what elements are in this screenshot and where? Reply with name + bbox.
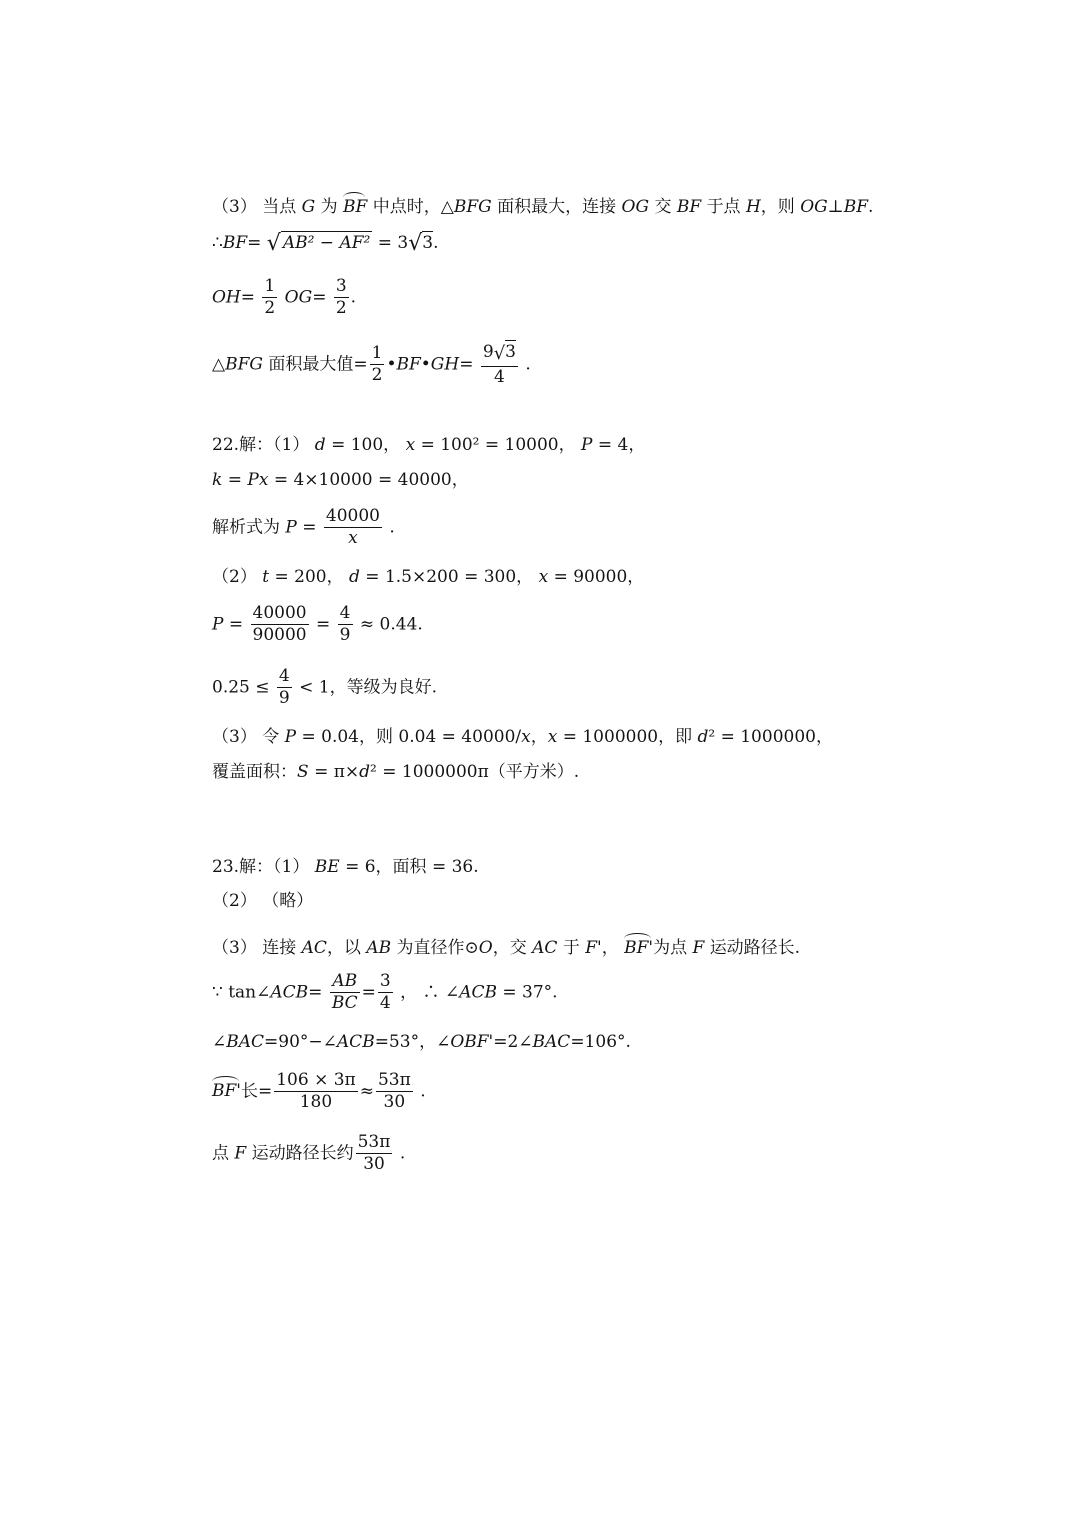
q22-line1 bbox=[212, 437, 645, 454]
fraction bbox=[370, 343, 385, 387]
var-ac: AC bbox=[532, 938, 558, 958]
denominator: 2 bbox=[371, 365, 383, 386]
q23-line6 bbox=[212, 1070, 426, 1114]
fraction bbox=[356, 1132, 393, 1176]
text: 解析式为 bbox=[212, 517, 280, 538]
radicand: 3 bbox=[422, 233, 434, 253]
var-acb: ACB bbox=[270, 982, 309, 1003]
sqrt-3: √3 bbox=[493, 342, 516, 364]
text: 覆盖面积： bbox=[212, 762, 297, 782]
text: . bbox=[433, 233, 439, 253]
text: = bbox=[316, 614, 331, 635]
text: 运动路径长约 bbox=[251, 1143, 354, 1164]
var-x: x bbox=[405, 435, 416, 455]
text: 为 bbox=[320, 197, 338, 217]
part-number: （3） 连接 bbox=[212, 938, 297, 958]
therefore-symbol: ， ∴ ∠ bbox=[400, 982, 460, 1003]
q23-line1 bbox=[212, 859, 479, 876]
text: = 0.04，则 0.04 = 40000/ bbox=[301, 727, 522, 747]
var-be: BE bbox=[314, 857, 340, 877]
text: ， bbox=[601, 938, 619, 958]
var-og: OG bbox=[284, 287, 313, 308]
text: 0.25 ≤ bbox=[212, 677, 270, 698]
var-bac: BAC bbox=[226, 1032, 265, 1052]
numerator: 1 bbox=[262, 276, 277, 298]
denominator: 2 bbox=[335, 298, 347, 319]
text: ≈ bbox=[359, 1081, 374, 1102]
text: =2∠ bbox=[493, 1032, 533, 1052]
var-obf-prime: OBF' bbox=[450, 1032, 494, 1052]
text: = 1000000，即 bbox=[562, 727, 693, 747]
text: . bbox=[420, 1081, 426, 1102]
numerator: 3 bbox=[334, 276, 349, 298]
because-symbol: ∵ tan∠ bbox=[212, 982, 271, 1003]
var-f-prime: F' bbox=[585, 938, 602, 958]
sqrt-expression: √ AB² − AF² bbox=[266, 231, 371, 256]
var-x: x bbox=[538, 567, 549, 587]
var-x: x bbox=[547, 727, 558, 747]
var-bf: BF bbox=[843, 197, 869, 217]
numerator: 1 bbox=[370, 343, 385, 365]
text: 交 bbox=[654, 197, 672, 217]
text: 为点 bbox=[653, 938, 688, 958]
var-g: G bbox=[301, 197, 316, 217]
arc-bf-prime: BF' bbox=[624, 934, 653, 957]
var-o: O bbox=[478, 938, 493, 958]
text: =106°. bbox=[570, 1032, 631, 1052]
var-acb: ACB bbox=[459, 982, 497, 1003]
text: = bbox=[240, 287, 256, 308]
text: 面积最大值= bbox=[268, 354, 368, 375]
text: = bbox=[302, 517, 317, 538]
var-bf: BF bbox=[222, 233, 248, 253]
fraction bbox=[274, 1070, 358, 1114]
numerator: 40000 bbox=[251, 603, 309, 625]
text: 面积最大，连接 bbox=[497, 197, 617, 217]
numerator: 4 bbox=[277, 666, 292, 688]
text: = bbox=[312, 287, 327, 308]
var-p: P bbox=[284, 727, 297, 747]
var-bfg: BFG bbox=[453, 197, 492, 217]
q22-line2 bbox=[212, 472, 469, 489]
q21-part3-line1 bbox=[212, 193, 873, 216]
fraction bbox=[481, 342, 518, 388]
denominator: x bbox=[348, 528, 358, 549]
text: 于点 bbox=[706, 197, 741, 217]
radicand: AB² − AF² bbox=[282, 233, 371, 253]
arc-bf-prime: BF' bbox=[212, 1077, 241, 1100]
q23-line5 bbox=[212, 1034, 631, 1051]
denominator: 30 bbox=[383, 1092, 406, 1113]
text: ， bbox=[530, 727, 548, 747]
fraction bbox=[324, 506, 382, 550]
text: 长= bbox=[240, 1081, 273, 1102]
text: ，则 bbox=[760, 197, 795, 217]
text: = bbox=[308, 982, 323, 1003]
fraction bbox=[378, 971, 393, 1015]
var-px: Px bbox=[247, 470, 269, 490]
text: ∠ bbox=[212, 1032, 227, 1052]
text: < 1，等级为良好. bbox=[299, 677, 438, 698]
text: = 100， bbox=[331, 435, 401, 455]
part-number: （2） bbox=[212, 567, 257, 587]
numerator: 53π bbox=[356, 1132, 393, 1154]
numerator: 53π bbox=[376, 1070, 413, 1092]
var-p: P bbox=[212, 614, 224, 635]
q22-line4 bbox=[212, 569, 644, 586]
text: 3 bbox=[397, 233, 409, 253]
text: . bbox=[525, 354, 531, 375]
var-ab: AB bbox=[366, 938, 392, 958]
text: . bbox=[868, 197, 874, 217]
perp-symbol: ⊥ bbox=[827, 197, 844, 217]
text: = 90000， bbox=[553, 567, 645, 587]
denominator: 9 bbox=[339, 625, 351, 646]
var-og: OG bbox=[800, 197, 828, 217]
part-number: （3） 令 bbox=[212, 727, 280, 747]
var-gh: GH bbox=[430, 354, 460, 375]
numerator: AB bbox=[330, 971, 360, 993]
text: 运动路径长. bbox=[709, 938, 801, 958]
var-d: d bbox=[359, 762, 371, 782]
var-p: P bbox=[581, 435, 593, 455]
q23-line2 bbox=[212, 893, 313, 910]
var-bac: BAC bbox=[532, 1032, 571, 1052]
fraction bbox=[376, 1070, 413, 1114]
var-x: x bbox=[521, 727, 531, 747]
text: 9 bbox=[482, 342, 494, 362]
text: = 4， bbox=[597, 435, 646, 455]
var-d: d bbox=[314, 435, 326, 455]
numerator: 106 × 3π bbox=[274, 1070, 358, 1092]
denominator: BC bbox=[331, 993, 358, 1014]
q23-line3 bbox=[212, 934, 800, 957]
var-oh: OH bbox=[212, 287, 241, 308]
sqrt-3: √3 bbox=[408, 231, 434, 256]
text: ，以 bbox=[326, 938, 361, 958]
denominator: 9 bbox=[278, 688, 290, 709]
fraction bbox=[334, 276, 349, 320]
triangle-symbol: △ bbox=[212, 354, 226, 375]
var-p: P bbox=[285, 517, 297, 538]
denominator: 180 bbox=[299, 1092, 333, 1113]
q22-line3 bbox=[212, 506, 395, 550]
numerator: 3 bbox=[378, 971, 393, 993]
fraction bbox=[251, 603, 309, 647]
var-d: d bbox=[697, 727, 709, 747]
text: = bbox=[361, 982, 376, 1003]
text: = bbox=[228, 614, 244, 635]
text: = bbox=[377, 233, 392, 253]
radicand: 3 bbox=[505, 342, 516, 362]
denominator: 2 bbox=[264, 298, 276, 319]
text: （3） 当点 bbox=[212, 197, 297, 217]
text: = bbox=[459, 354, 474, 375]
text: = bbox=[227, 470, 242, 490]
var-og: OG bbox=[621, 197, 650, 217]
text: 点 bbox=[212, 1143, 229, 1164]
fraction bbox=[262, 276, 277, 320]
text: = 4×10000 = 40000， bbox=[273, 470, 469, 490]
text: . bbox=[389, 517, 395, 538]
q21-part3-line2 bbox=[212, 233, 439, 255]
text: ，交 bbox=[492, 938, 527, 958]
denominator: 30 bbox=[363, 1154, 385, 1175]
text: . bbox=[399, 1143, 406, 1164]
text: （2） （略） bbox=[212, 891, 314, 911]
numerator: 40000 bbox=[324, 506, 382, 528]
text: • bbox=[386, 354, 397, 375]
q22-line7 bbox=[212, 729, 833, 746]
question-number: 23.解：（1） bbox=[212, 857, 310, 877]
therefore-symbol: ∴ bbox=[212, 233, 223, 253]
text: ² = 1000000， bbox=[708, 727, 833, 747]
text: = bbox=[247, 233, 262, 253]
q22-line8 bbox=[212, 764, 579, 781]
arc-bf: BF bbox=[343, 193, 367, 216]
var-h: H bbox=[745, 197, 761, 217]
text: = 6，面积 = 36. bbox=[345, 857, 479, 877]
text: = π× bbox=[314, 762, 360, 782]
denominator: 90000 bbox=[252, 625, 307, 646]
q21-part3-line3 bbox=[212, 276, 356, 320]
text: = 200， bbox=[274, 567, 344, 587]
fraction bbox=[338, 603, 353, 647]
text: = 100² = 10000， bbox=[420, 435, 576, 455]
var-ac: AC bbox=[301, 938, 327, 958]
numerator bbox=[481, 342, 518, 367]
var-f: F bbox=[692, 938, 705, 958]
text: ² = 1000000π（平方米）. bbox=[370, 762, 580, 782]
var-acb: ACB bbox=[336, 1032, 375, 1052]
text: =53°，∠ bbox=[374, 1032, 451, 1052]
q22-line6 bbox=[212, 666, 437, 710]
q22-line5 bbox=[212, 603, 423, 647]
denominator: 4 bbox=[379, 993, 391, 1014]
text: = 37°. bbox=[502, 982, 558, 1003]
var-bf: BF bbox=[676, 197, 702, 217]
text: • bbox=[420, 354, 431, 375]
question-number: 22.解：（1） bbox=[212, 435, 310, 455]
fraction bbox=[277, 666, 292, 710]
denominator: 4 bbox=[494, 366, 505, 387]
text: 于 bbox=[562, 938, 580, 958]
q21-part3-line4 bbox=[212, 342, 531, 388]
var-s: S bbox=[297, 762, 309, 782]
var-t: t bbox=[262, 567, 270, 587]
var-d: d bbox=[349, 567, 360, 587]
text: ≈ 0.44. bbox=[359, 614, 423, 635]
text: = 1.5×200 = 300， bbox=[365, 567, 534, 587]
fraction bbox=[330, 971, 360, 1015]
text: 为直径作⊙ bbox=[396, 938, 479, 958]
var-k: k bbox=[212, 470, 223, 490]
text: . bbox=[350, 287, 357, 308]
numerator: 4 bbox=[338, 603, 353, 625]
var-bfg: BFG bbox=[225, 354, 263, 375]
q23-line7 bbox=[212, 1132, 405, 1176]
var-f: F bbox=[234, 1143, 247, 1164]
text: 中点时，△ bbox=[372, 197, 454, 217]
var-bf: BF bbox=[396, 354, 421, 375]
text: =90°−∠ bbox=[264, 1032, 337, 1052]
q23-line4 bbox=[212, 971, 558, 1015]
